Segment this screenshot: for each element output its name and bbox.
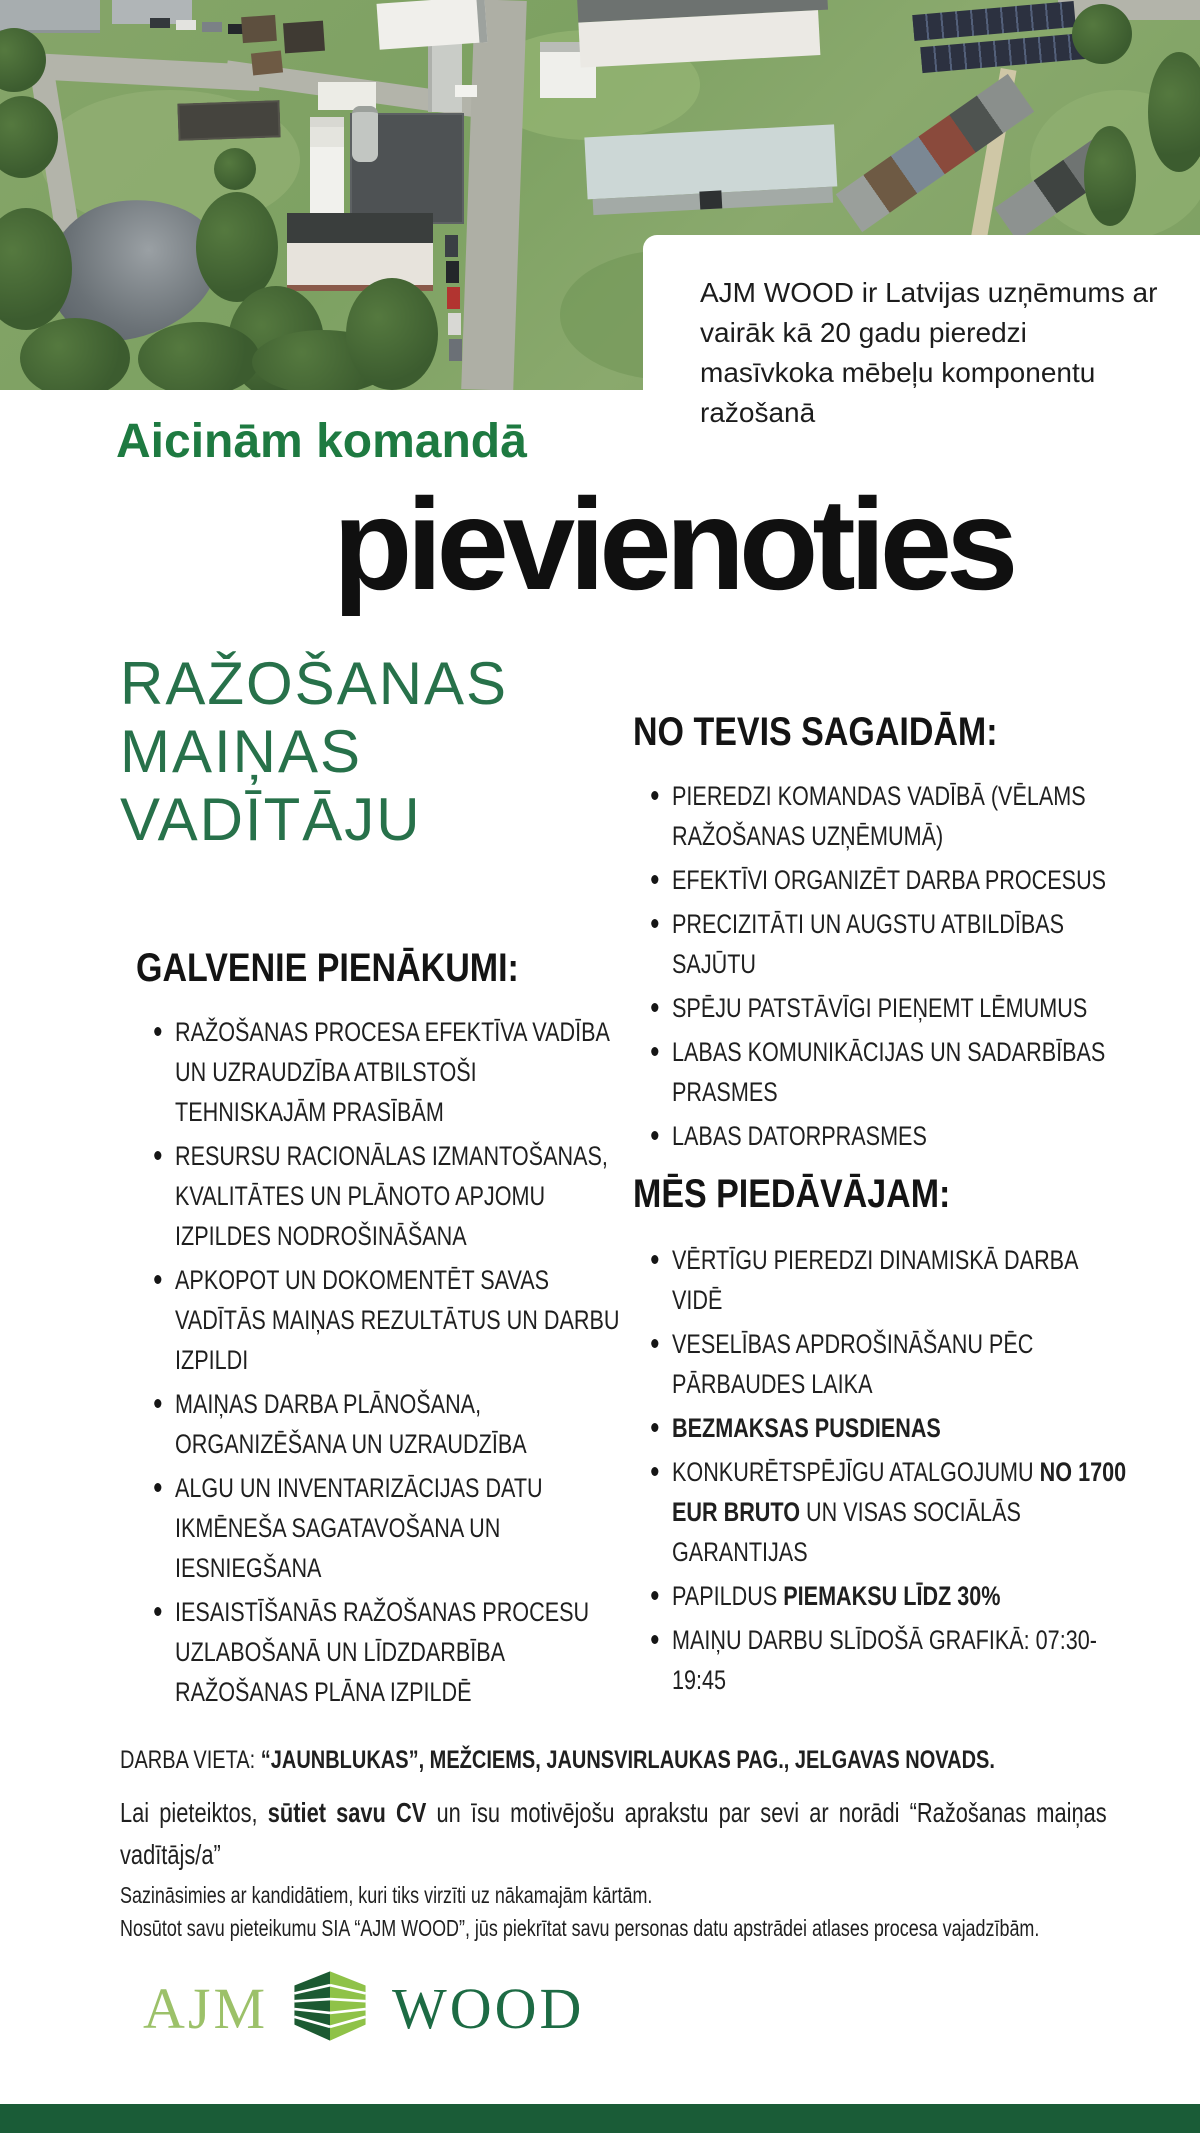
expectation-text: SPĒJU PATSTĀVĪGI PIEŅEMT LĒMUMUS [672,993,1088,1023]
work-location-line [120,1746,995,1775]
tree-cluster [1072,4,1132,64]
tree-cluster [1084,126,1136,226]
offer-text: VĒRTĪGU PIEREDZI DINAMISKĀ DARBA VIDĒ [672,1245,1078,1315]
job-title-line: VADĪTĀJU [120,786,422,853]
duty-item [175,1260,631,1380]
office-roof [287,213,433,243]
tree-cluster [346,278,438,390]
duty-item [175,1136,631,1256]
job-title-line: MAIŅAS [120,718,363,785]
offer-item [672,1576,1128,1616]
offer-text: MAIŅU DARBU SLĪDOŠĀ GRAFIKĀ: 07:30-19:45 [672,1625,1097,1695]
warehouse-roof-band [581,55,829,138]
apply-text-bold: sūtiet savu CV [267,1797,427,1828]
offer-item [672,1620,1128,1700]
solar-array [920,33,1088,73]
offer-item [672,1408,1128,1448]
car [150,18,170,28]
tree-cluster [20,318,130,390]
duty-item [175,1384,631,1464]
car [448,313,461,335]
bottom-green-bar [0,2104,1200,2133]
expectation-item [672,860,1128,900]
duty-item [175,1012,631,1132]
warehouse-door [699,190,722,209]
apply-text: un īsu motivējošu aprakstu par sevi ar norādi “Ražošanas maiņas vadītājs/a” [120,1797,1107,1870]
expectations-list [672,776,1128,1160]
duty-text: RESURSU RACIONĀLAS IZMANTOŠANAS, KVALITĀTES UN PLĀNOTO APJOMU IZPILDES NODROŠINĀŠANA [175,1141,608,1251]
shed [241,15,277,43]
car [449,339,462,361]
offer-text-bold: PIEMAKSU LĪDZ 30% [783,1581,1001,1611]
tree-cluster [214,148,256,190]
car [176,20,196,30]
expectation-item [672,988,1128,1028]
expectation-item [672,1116,1128,1156]
expectation-text: EFEKTĪVI ORGANIZĒT DARBA PROCESUS [672,865,1107,895]
pallet-stacks [310,117,344,215]
job-title [120,650,508,854]
silo [352,106,378,162]
road-vertical [461,0,527,390]
duties-heading: GALVENIE PIENĀKUMI: [136,946,519,990]
intro-box [643,235,1200,428]
shed [251,50,283,75]
main-headline: pievienoties [333,471,1013,617]
apply-text: Lai pieteiktos, [120,1797,268,1828]
expectation-text: LABAS KOMUNIKĀCIJAS UN SADARBĪBAS PRASMES [672,1037,1106,1107]
intro-text: AJM WOOD ir Latvijas uzņēmums ar vairāk kā 20 gadu pieredzi masīvkoka mēbeļu komponentu ražošanā [700,277,1158,428]
expectation-text: LABAS DATORPRASMES [672,1121,927,1151]
logo-text-ajm: AJM [143,1975,269,2041]
duty-text: ALGU UN INVENTARIZĀCIJAS DATU IKMĒNEŠA SAGATAVOŠANA UN IESNIEGŠANA [175,1473,543,1583]
offer-text: KONKURĒTSPĒJĪGU ATALGOJUMU [672,1457,1040,1487]
offer-text-bold: BEZMAKSAS PUSDIENAS [672,1413,941,1443]
car [447,287,460,309]
duty-item [175,1592,631,1712]
duty-item [175,1468,631,1588]
work-location-label: DARBA VIETA: [120,1746,261,1774]
van [455,85,477,97]
ajm-wood-logo [143,1966,584,2050]
car [202,22,222,32]
long-dark-building [177,100,280,141]
tree-cluster [138,322,260,390]
expectation-text: PIEREDZI KOMANDAS VADĪBĀ (VĒLAMS RAŽOŠANAS UZŅĒMUMĀ) [672,781,1086,851]
offer-item [672,1324,1128,1404]
white-warehouse-roof [377,0,488,50]
kicker-heading: Aicinām komandā [116,415,527,468]
offer-item [672,1452,1128,1572]
job-title-line: RAŽOŠANAS [120,650,509,717]
offer-text: VESELĪBAS APDROŠINĀŠANU PĒC PĀRBAUDES LAIKA [672,1329,1034,1399]
privacy-note: Nosūtot savu pieteikumu SIA “AJM WOOD”, jūs piekrītat savu personas datu apstrādei atlases procesa vajadzībām. [120,1915,1040,1941]
expectation-item [672,776,1128,856]
offer-text-bold: NO 1700 EUR BRUTO [672,1457,1127,1527]
logo-text-wood: WOOD [392,1975,585,2041]
expectation-item [672,1032,1128,1112]
candidates-note: Sazināsimies ar kandidātiem, kuri tiks virzīti uz nākamajām kārtām. [120,1882,653,1908]
duty-text: MAIŅAS DARBA PLĀNOŠANA, ORGANIZĒŠANA UN UZRAUDZĪBA [175,1389,527,1459]
car [445,235,458,257]
offer-item [672,1240,1128,1320]
expectation-text: PRECIZITĀTI UN AUGSTU ATBILDĪBAS SAJŪTU [672,909,1065,979]
apply-instructions [120,1792,1107,1876]
warehouse [577,0,839,234]
duties-list [175,1012,631,1716]
offer-text: PAPILDUS [672,1581,784,1611]
offer-heading: MĒS PIEDĀVĀJAM: [633,1172,951,1216]
offer-list [672,1240,1128,1704]
wood-cube-icon [290,1967,370,2050]
expectations-heading: NO TEVIS SAGAIDĀM: [633,710,998,754]
duty-text: APKOPOT UN DOKOMENTĒT SAVAS VADĪTĀS MAIŅAS REZULTĀTUS UN DARBU IZPILDI [175,1265,620,1375]
expectation-item [672,904,1128,984]
duty-text: IESAISTĪŠANĀS RAŽOŠANAS PROCESU UZLABOŠANĀ UN LĪDZDARBĪBA RAŽOŠANAS PLĀNA IZPILDĒ [175,1597,590,1707]
duty-text: RAŽOŠANAS PROCESA EFEKTĪVA VADĪBA UN UZRAUDZĪBA ATBILSTOŠI TEHNISKAJĀM PRASĪBĀM [175,1017,609,1127]
car [446,261,459,283]
work-location-value: “JAUNBLUKAS”, MEŽCIEMS, JAUNSVIRLAUKAS PAG., JELGAVAS NOVADS. [260,1746,995,1774]
offer-text: UN VISAS SOCIĀLĀS GARANTIJAS [672,1497,1021,1567]
shed [283,21,325,54]
tree-cluster [196,192,278,302]
